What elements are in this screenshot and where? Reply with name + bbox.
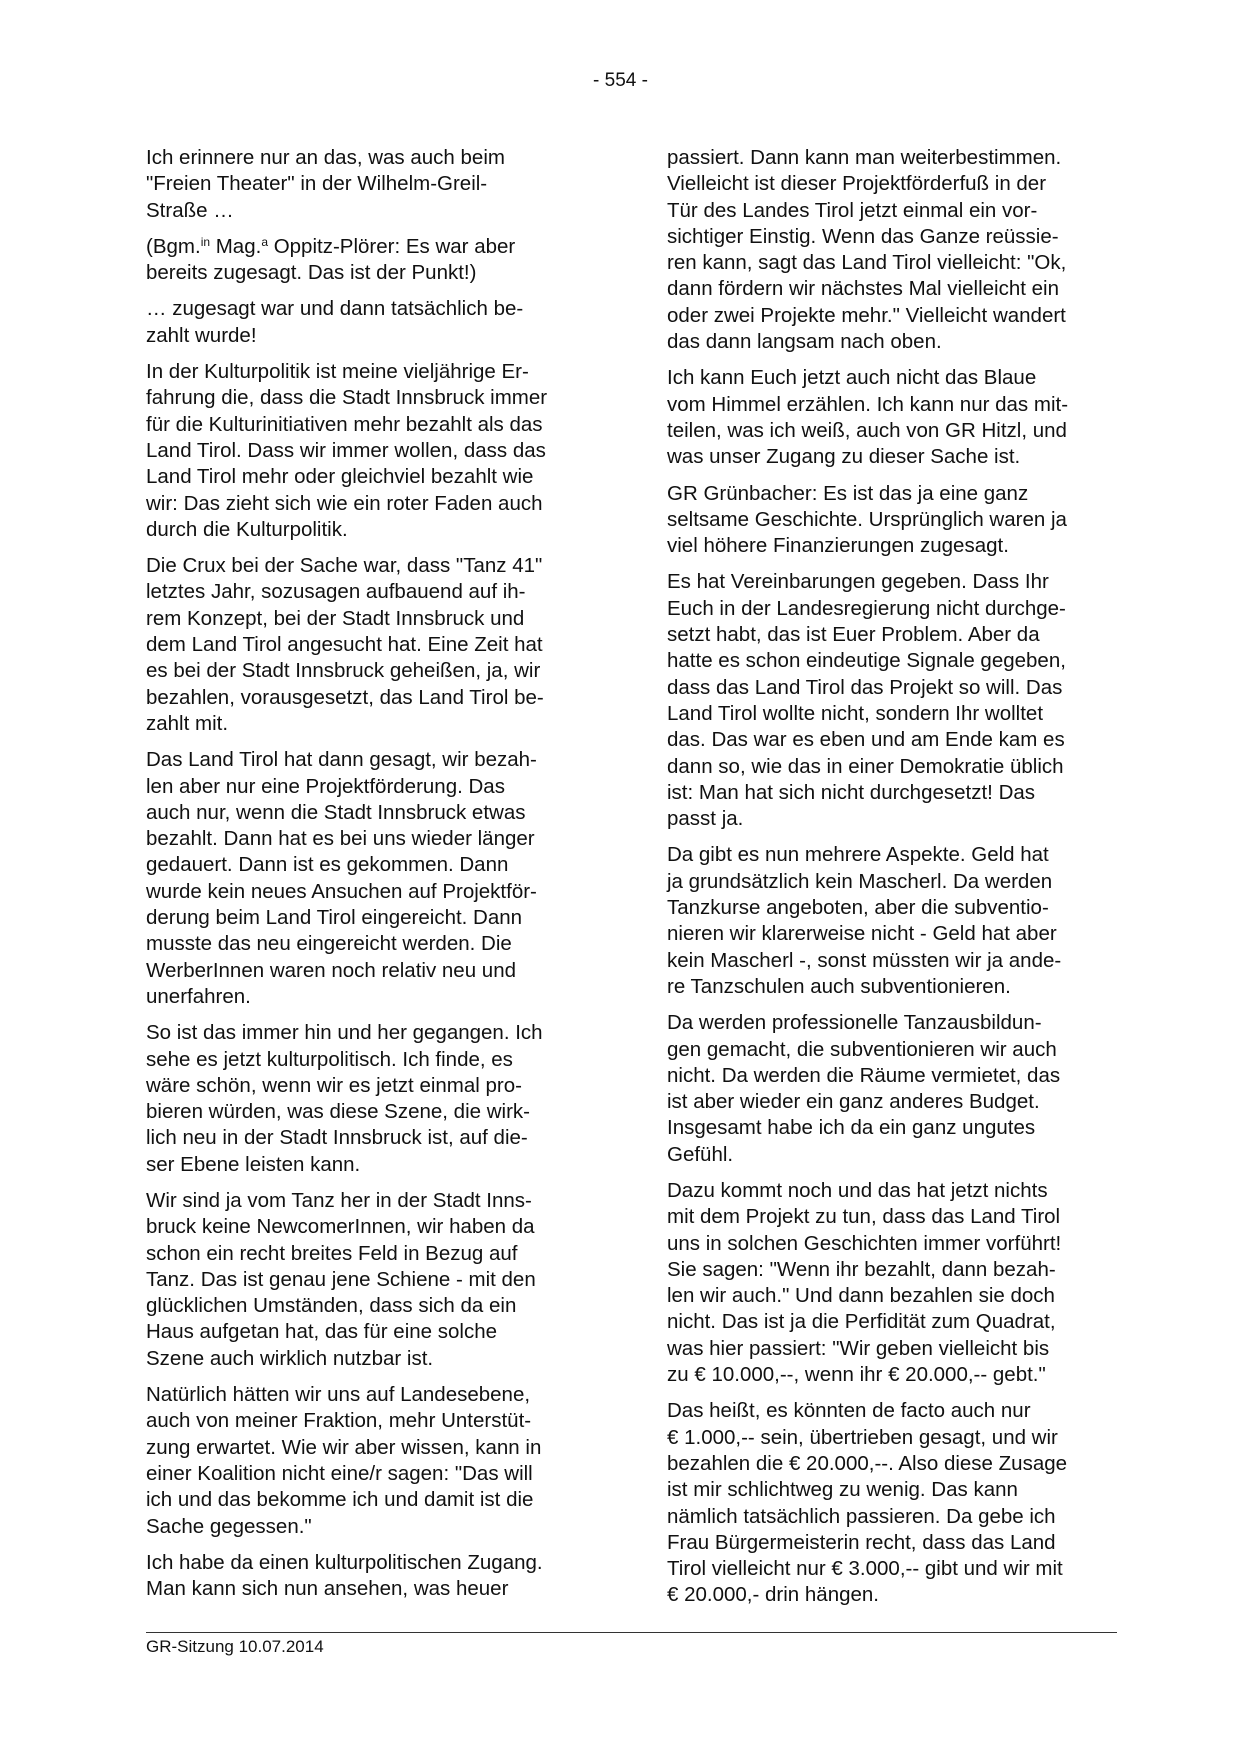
interjection-prefix: (Bgm. [146,234,201,258]
paragraph: Die Crux bei der Sache war, dass "Tanz 41" letztes Jahr, sozusagen aufbauend auf ih- rem Konzept, bei der Stadt Innsbruck und dem Land Tirol angesucht hat. Eine Zeit hat es bei der Stadt Innsbruck geheißen, ja, wir bezahlen, vorausgesetzt, das Land Tirol be- zahlt mit. [146,554,544,735]
paragraph: Ich habe da einen kulturpolitischen Zugang. Man kann sich nun ansehen, was heuer [146,1550,543,1601]
paragraph: Da gibt es nun mehrere Aspekte. Geld hat ja grundsätzlich kein Mascherl. Da werden Tanzkurse angeboten, aber die subventio- nieren wir klarerweise nicht - Geld hat aber kein Mascherl -, sonst müssten wir ja ande- re Tanzschulen auch subventionieren. [667,843,1062,998]
paragraph: … zugesagt war und dann tatsächlich be- zahlt wurde! [146,297,524,347]
interjection-text: Oppitz-Plörer: Es war aber bereits zugesagt. Das ist der Punkt!) [146,234,516,285]
right-column [667,145,1117,1619]
paragraph: So ist das immer hin und her gegangen. Ich sehe es jetzt kulturpolitisch. Ich finde, es wäre schön, wenn wir es jetzt einmal pro- bieren würden, was diese Szene, die wirk- lich neu in der Stadt Innsbruck ist, auf die- ser Ebene leisten kann. [146,1021,543,1176]
paragraph: Das heißt, es könnten de facto auch nur € 1.000,-- sein, übertrieben gesagt, und wir bezahlen die € 20.000,--. Also diese Zusage ist mir schlichtweg zu wenig. Das kann nämlich tatsächlich passieren. Da gebe ich Frau Bürgermeisterin recht, dass das Land Tirol vielleicht nur € 3.000,-- gibt und wir mit € 20.000,- drin hängen. [667,1399,1068,1607]
paragraph: Ich erinnere nur an das, was auch beim "Freien Theater" in der Wilhelm-Greil- Straße … [146,146,505,222]
paragraph: Ich kann Euch jetzt auch nicht das Blaue vom Himmel erzählen. Ich kann nur das mit- teilen, was ich weiß, auch von GR Hitzl, und was unser Zugang zu dieser Sache ist. [667,366,1069,469]
paragraph: Wir sind ja vom Tanz her in der Stadt Inns- bruck keine NewcomerInnen, wir haben da schon ein recht breites Feld in Bezug auf Tanz. Das ist genau jene Schiene - mit den glücklichen Umständen, dass sich da ein Haus aufgetan hat, das für eine solche Szene auch wirklich nutzbar ist. [146,1188,536,1370]
left-column [146,145,602,1612]
interjection-paragraph [146,234,602,287]
paragraph: Dazu kommt noch und das hat jetzt nichts mit dem Projekt zu tun, dass das Land Tirol uns in solchen Geschichten immer vorführt! Sie sagen: "Wenn ihr bezahlt, dann bezah- len wir auch." Und dann bezahlen sie doch nicht. Das ist ja die Perfidität zum Quadrat, was hier passiert: "Wir geben vielleicht bis zu € 10.000,--, wenn ihr € 20.000,-- gebt." [667,1178,1062,1387]
paragraph: Das Land Tirol hat dann gesagt, wir bezah- len aber nur eine Projektförderung. Das auch nur, wenn die Stadt Innsbruck etwas bezahlt. Dann hat es bei uns wieder länger gedauert. Dann ist es gekommen. Dann wurde kein neues Ansuchen auf Projektför- derung beim Land Tirol eingereicht. Dann musste das neu eingereicht werden. Die WerberInnen waren noch relativ neu und unerfahren. [146,748,537,1008]
paragraph: Es hat Vereinbarungen gegeben. Dass Ihr Euch in der Landesregierung nicht durchge- setzt habt, das ist Euer Problem. Aber da hatte es schon eindeutige Signale gegeben, dass das Land Tirol das Projekt so will. Das Land Tirol wollte nicht, sondern Ihr wolltet das. Das war es eben und am Ende kam es dann so, wie das in einer Demokratie üblich ist: Man hat sich nicht durchgesetzt! Das passt ja. [667,570,1066,831]
interjection-middle: Mag. [210,234,262,258]
paragraph: Da werden professionelle Tanzausbildun- gen gemacht, die subventionieren wir auch nicht. Da werden die Räume vermietet, das ist aber wieder ein ganz anderes Budget. Insgesamt habe ich da ein ganz ungutes Gefühl. [667,1011,1061,1166]
footer-session-date: GR-Sitzung 10.07.2014 [146,1637,324,1656]
paragraph: Natürlich hätten wir uns auf Landesebene, auch von meiner Fraktion, mehr Unterstüt- zung erwartet. Wie wir aber wissen, kann in einer Koalition nicht eine/r sagen: "Das will ich und das bekomme ich und damit ist die Sache gegessen." [146,1383,542,1538]
paragraph: In der Kulturpolitik ist meine vieljährige Er- fahrung die, dass die Stadt Innsbruck immer für die Kulturinitiativen mehr bezahlt als das Land Tirol. Dass wir immer wollen, dass das Land Tirol mehr oder gleichviel bezahlt wie wir: Das zieht sich wie ein roter Faden auch durch die Kulturpolitik. [146,360,548,541]
footer-divider [146,1632,1117,1633]
page-number: - 554 - [593,70,648,91]
superscript: in [200,234,211,249]
superscript: a [261,234,268,249]
paragraph: passiert. Dann kann man weiterbestimmen. Vielleicht ist dieser Projektförderfuß in der Tür des Landes Tirol jetzt einmal ein vor- sichtiger Einstig. Wenn das Ganze reüssie- ren kann, sagt das Land Tirol vielleicht: "Ok, dann fördern wir nächstes Mal vielleicht ein oder zwei Projekte mehr." Vielleicht wandert das dann langsam nach oben. [667,146,1067,354]
paragraph: GR Grünbacher: Es ist das ja eine ganz seltsame Geschichte. Ursprünglich waren ja viel höhere Finanzierungen zugesagt. [667,481,1067,558]
